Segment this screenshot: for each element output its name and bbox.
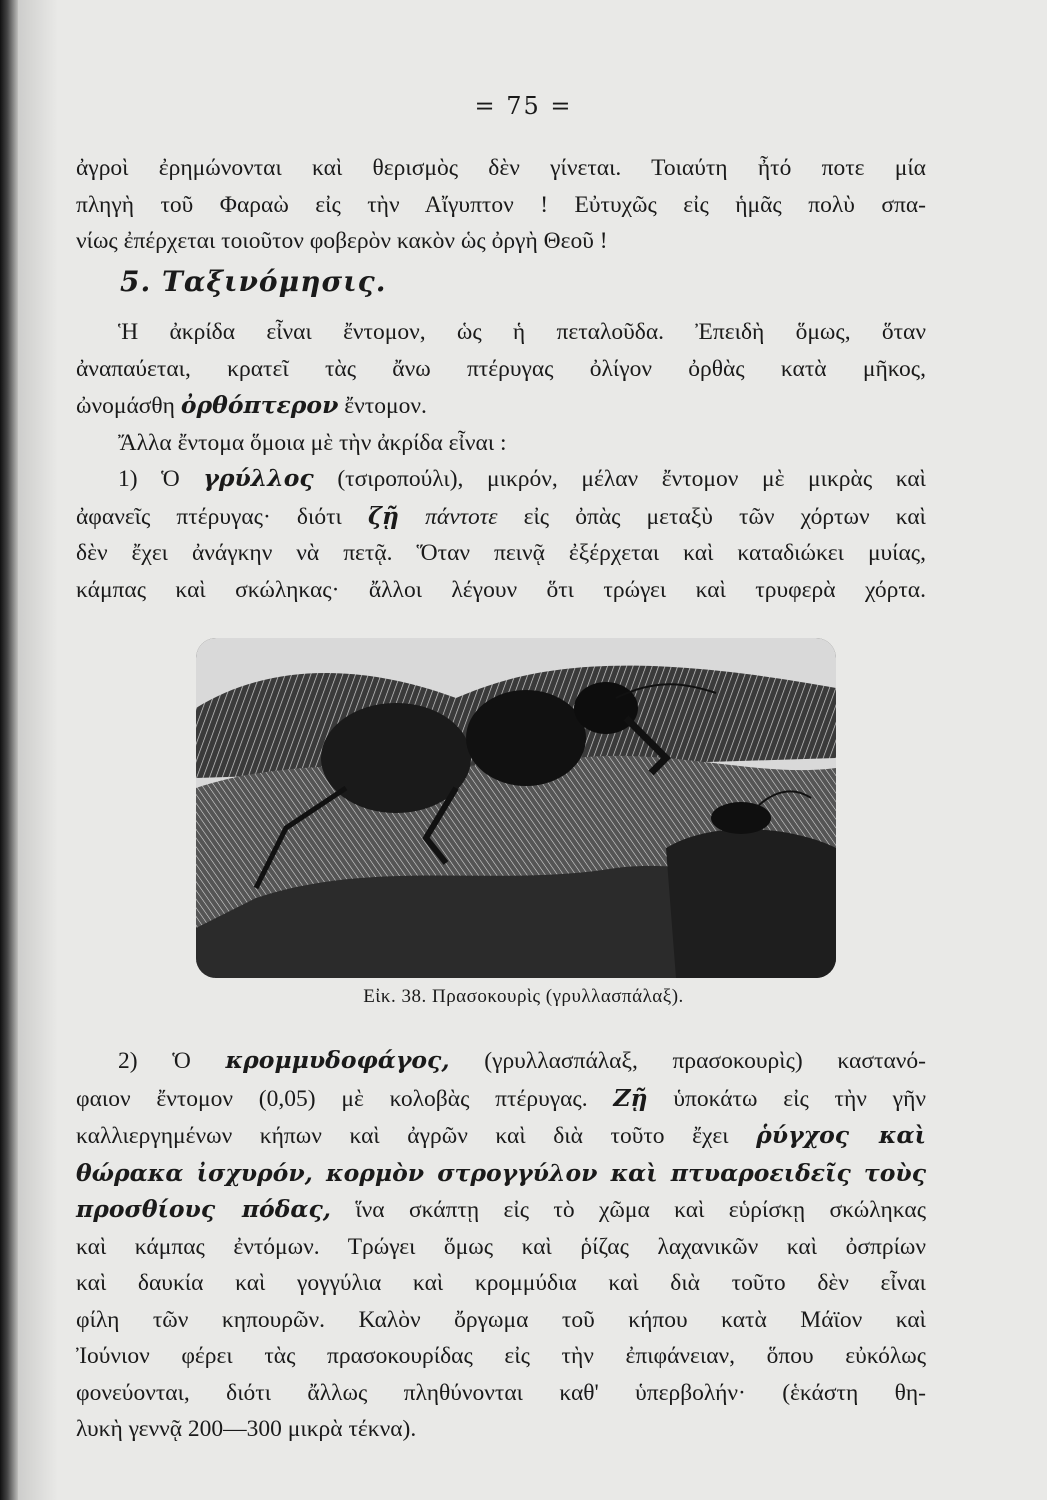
text-run: πάντοτε [398, 503, 498, 530]
engraving-svg [196, 638, 836, 978]
intro-line-3: νίως ἐπέρχεται τοιοῦτον φοβερὸν κακὸν ὡς ὀργὴ Θεοῦ ! [76, 228, 608, 254]
mole-line-4: θώρακα ἰσχυρόν, κορμὸν στρογγύλον καὶ πτυαροειδεῖς τοὺς [76, 1158, 926, 1187]
term-orthopteron: ὀρθόπτερον [180, 391, 339, 419]
classification-line-2: ἀναπαύεται, κρατεῖ τὰς ἄνω πτέρυγας ὀλίγον ὀρθὰς κατὰ μῆκος, [76, 355, 926, 382]
intro-line-2: πληγὴ τοῦ Φαραὼ εἰς τὴν Αἴγυπτον ! Εὐτυχῶς εἰς ἡμᾶς πολὺ σπα- [76, 191, 926, 218]
mole-line-2 [76, 1080, 926, 1118]
text-run: φαιον ἔντομον (0,05) μὲ κολοβὰς πτέρυγας. [76, 1085, 614, 1112]
cricket-head [574, 682, 638, 734]
term-snout: ῥύγχος καὶ [756, 1121, 927, 1149]
text-run: εἰς ὀπὰς μεταξὺ τῶν χόρτων καὶ [497, 503, 926, 530]
cricket-paragraph [76, 460, 926, 608]
term-lives: ζῇ [367, 501, 399, 530]
text-run: ἵνα σκάπτῃ εἰς τὸ χῶμα καὶ εὑρίσκῃ σκώληκας [330, 1197, 926, 1223]
mole-line-9: Ἰούνιον φέρει τὰς πρασοκουρίδας εἰς τὴν ἐπιφάνειαν, ὅπου εὐκόλως [76, 1343, 926, 1369]
grass-mound [666, 829, 836, 978]
term-cricket: γρύλλος [203, 464, 314, 492]
section-heading: 5. Ταξινόμησις. [120, 265, 387, 298]
mole-line-5 [76, 1191, 926, 1229]
mole-line-11: λυκὴ γεννᾷ 200—300 μικρὰ τέκνα). [76, 1416, 417, 1442]
text-run: ἔντομον. [338, 393, 427, 419]
cricket-line-4: κάμπας καὶ σκώληκας· ἄλλοι λέγουν ὅτι τρώγει καὶ τρυφερὰ χόρτα. [76, 576, 926, 603]
classification-line-4: Ἄλλα ἔντομα ὅμοια μὲ τὴν ἀκρίδα εἶναι : [118, 429, 507, 456]
text-run: (τσιροπούλι), μικρόν, μέλαν ἔντομον μὲ μικρὰς καὶ [313, 466, 926, 492]
cricket-line-2 [76, 498, 926, 536]
mole-cricket-paragraph [76, 1042, 926, 1448]
text-run: ὑποκάτω εἰς τὴν γῆν [647, 1085, 926, 1112]
term-forelegs: προσθίους πόδας, [76, 1195, 331, 1223]
intro-paragraph [76, 150, 926, 260]
term-lives-2: Ζῇ [613, 1083, 648, 1112]
cricket-line-1 [76, 460, 926, 498]
mole-line-1 [76, 1042, 926, 1080]
classification-line-1: Ἡ ἀκρίδα εἶναι ἔντομον, ὡς ἡ πεταλοῦδα. Ἐπειδὴ ὅμως, ὅταν [118, 319, 926, 345]
mole-line-3 [76, 1117, 926, 1155]
classification-line-3 [76, 387, 926, 425]
figure-caption: Εἰκ. 38. Πρασοκουρὶς (γρυλλασπάλαξ). [363, 986, 684, 1007]
page-binding-edge [0, 0, 18, 1500]
text-run: ὠνομάσθη [76, 393, 181, 419]
small-cricket [711, 802, 771, 834]
page-binding-shadow [18, 0, 58, 1500]
mole-line-6: καὶ κάμπας ἐντόμων. Τρώγει ὅμως καὶ ῥίζας λαχανικῶν καὶ ὀσπρίων [76, 1233, 926, 1260]
cricket-line-3: δὲν ἔχει ἀνάγκην νὰ πετᾷ. Ὅταν πεινᾷ ἐξέρχεται καὶ καταδιώκει μυίας, [76, 540, 926, 566]
text-run: καλλιεργημένων κήπων καὶ ἀγρῶν καὶ διὰ τοῦτο ἔχει [76, 1123, 757, 1149]
text-run: 1) Ὁ [118, 466, 204, 492]
classification-paragraph [76, 314, 926, 461]
text-run: ἀφανεῖς πτέρυγας· διότι [76, 503, 368, 530]
mole-line-8: φίλη τῶν κηπουρῶν. Καλὸν ὄργωμα τοῦ κήπου κατὰ Μάϊον καὶ [76, 1306, 926, 1333]
cricket-thorax [466, 690, 586, 786]
mole-line-7: καὶ δαυκία καὶ γογγύλια καὶ κρομμύδια καὶ διὰ τοῦτο δὲν εἶναι [76, 1270, 926, 1296]
mole-cricket-illustration [196, 638, 836, 978]
text-run: (γρυλλασπάλαξ, πρασοκουρὶς) καστανό- [449, 1048, 926, 1074]
text-run: 2) Ὁ [118, 1048, 226, 1074]
term-onion-eater: κρομμυδοφάγος, [225, 1046, 450, 1074]
mole-line-10: φονεύονται, διότι ἄλλως πληθύνονται καθ' ὑπερβολήν· (ἑκάστη θη- [76, 1379, 926, 1406]
intro-line-1: ἀγροὶ ἐρημώνονται καὶ θερισμὸς δὲν γίνεται. Τοιαύτη ἦτό ποτε μία [76, 155, 926, 181]
page-number: = 75 = [474, 92, 573, 120]
